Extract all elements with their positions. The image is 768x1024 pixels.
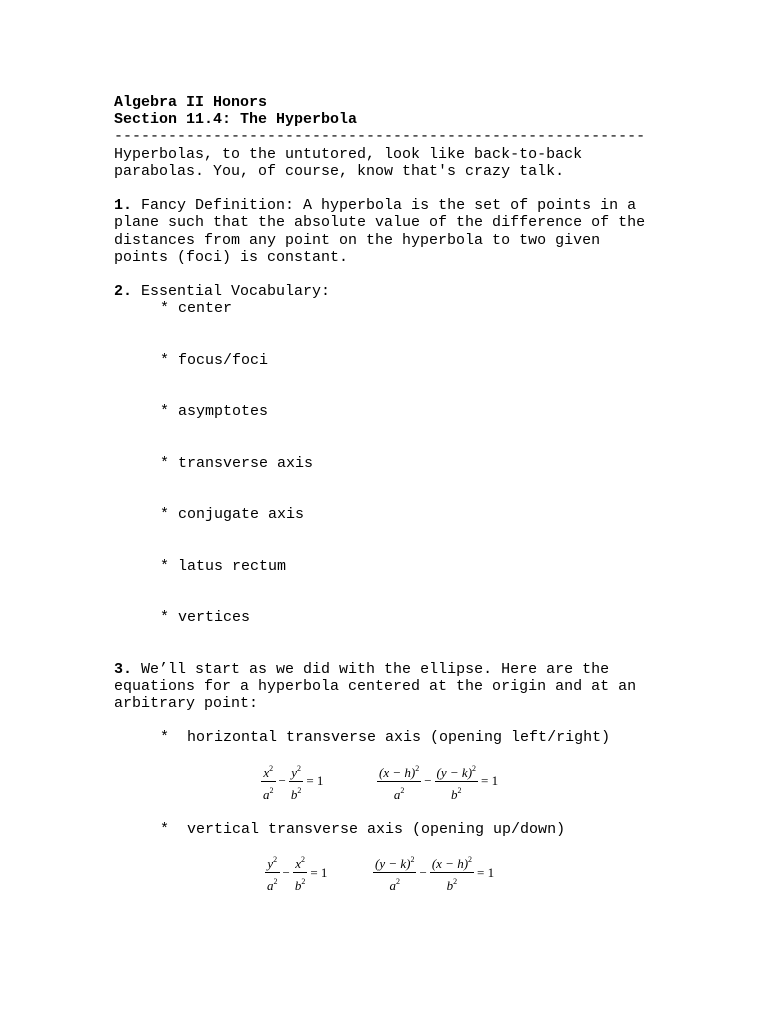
horizontal-axis-label: * horizontal transverse axis (opening left/right): [160, 729, 611, 747]
intro-line: Hyperbolas, to the untutored, look like back-to-back: [114, 145, 583, 163]
vertical-axis-label: * vertical transverse axis (opening up/down): [160, 820, 566, 838]
equation-horizontal-shifted: $\frac{(x - h)^2}{a^2}$ − $\frac{(y - k)^2}{b^2}$ = 1: [376, 761, 500, 802]
definition-line: points (foci) is constant.: [114, 248, 349, 266]
vocabulary-heading: [114, 283, 674, 300]
vocab-item: * transverse axis: [160, 454, 314, 472]
vocab-item: * vertices: [160, 609, 251, 627]
course-title: Algebra II Honors: [114, 94, 268, 111]
item-number: 3.: [114, 660, 133, 678]
equations-intro-line: arbitrary point:: [114, 695, 259, 713]
definition-text: Fancy Definition: A hyperbola is the set of points in a: [132, 197, 637, 215]
section-title: Section 11.4: The Hyperbola: [114, 111, 358, 129]
equation-vertical-origin: $\frac{y^2}{a^2}$ − $\frac{x^2}{b^2}$ = 1: [264, 852, 329, 893]
vocab-item: * center: [160, 300, 233, 318]
equations-intro-text: We’ll start as we did with the ellipse. Here are the: [132, 660, 610, 678]
vocab-item: * latus rectum: [160, 557, 287, 575]
divider-rule: -----------------------------------------------------------: [114, 128, 646, 146]
definition-line: distances from any point on the hyperbola to two given: [114, 231, 601, 249]
definition-line: plane such that the absolute value of the difference of the: [114, 214, 646, 232]
vocabulary-title: Essential Vocabulary:: [132, 283, 331, 301]
vocab-item: * focus/foci: [160, 351, 269, 369]
equations-intro-line: equations for a hyperbola centered at the origin and at an: [114, 677, 637, 695]
horizontal-equations: [114, 761, 674, 805]
intro-line: parabolas. You, of course, know that's crazy talk.: [114, 162, 565, 180]
definition-line: [114, 197, 674, 214]
equations-intro-line: [114, 661, 674, 678]
document-page: [114, 94, 674, 896]
vocab-item: * asymptotes: [160, 403, 269, 421]
item-number: 1.: [114, 197, 133, 215]
vertical-equations: [114, 852, 674, 896]
item-number: 2.: [114, 283, 133, 301]
equation-vertical-shifted: $\frac{(y - k)^2}{a^2}$ − $\frac{(x - h)^2}{b^2}$ = 1: [372, 852, 496, 893]
vocab-item: * conjugate axis: [160, 506, 305, 524]
equation-horizontal-origin: $\frac{x^2}{a^2}$ − $\frac{y^2}{b^2}$ = 1: [260, 761, 325, 802]
